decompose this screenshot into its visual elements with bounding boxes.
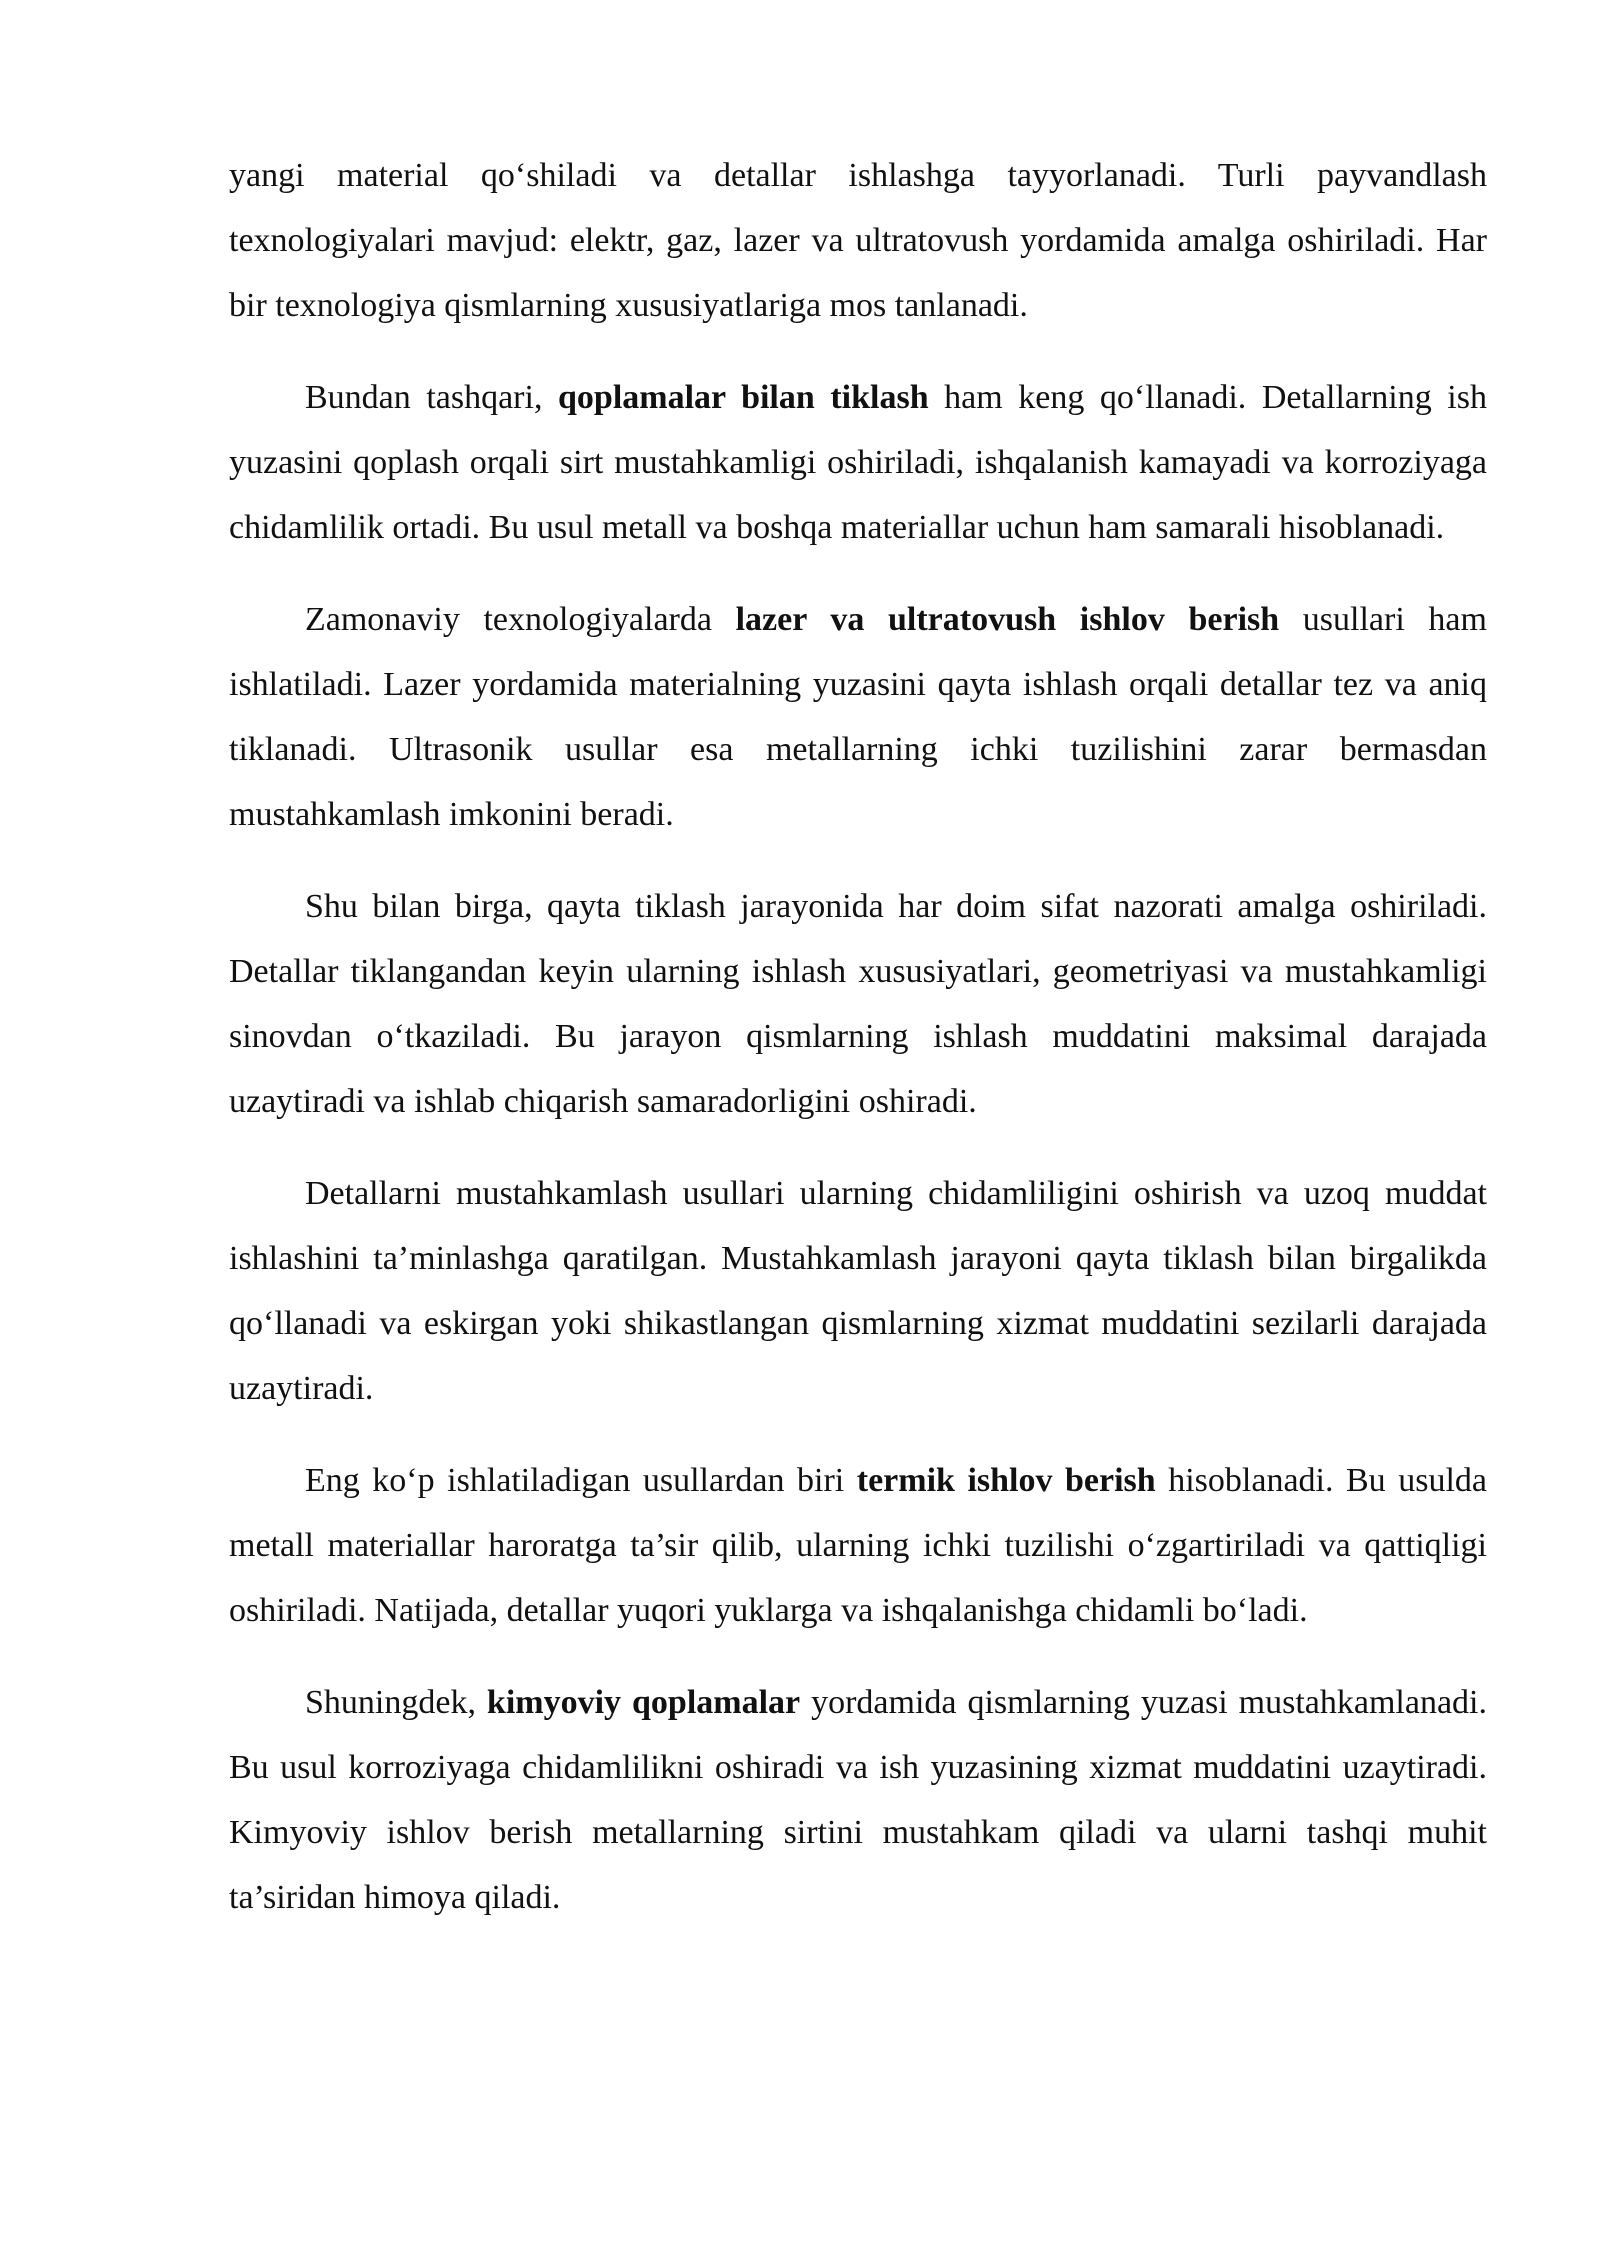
paragraph-laser-ultrasonic [229,587,1487,847]
paragraph-text: yangi material qo‘shiladi va detallar ishlashga tayyorlanadi. Turli payvandlash texnologiyalari mavjud: elektr, gaz, lazer va ultratovush yordamida amalga oshiriladi. Har bir texnologiya qismlarning xususiyatlariga mos tanlanadi. [229,157,1487,324]
paragraph-text: ham keng qo‘llanadi. Detallarning ish yuzasini qoplash orqali sirt mustahkamligi oshiriladi, ishqalanish kamayadi va korroziyaga chidamlilik ortadi. Bu usul metall va boshqa materiallar uchun ham samarali hisoblanadi. [229,379,1487,546]
paragraph-text: Eng ko‘p ishlatiladigan usullardan biri [305,1462,857,1499]
paragraph-text: Zamonaviy texnologiyalarda [305,601,736,638]
bold-term: kimyoviy qoplamalar [486,1684,801,1721]
paragraph-text: Detallarni mustahkamlash usullari ularning chidamliligini oshirish va uzoq muddat ishlashini ta’minlashga qaratilgan. Mustahkamlash jarayoni qayta tiklash bilan birgalikda qo‘llanadi va eskirgan yoki shikastlangan qismlarning xizmat muddatini sezilarli darajada uzaytiradi. [229,1175,1487,1407]
paragraph-quality-control [229,874,1487,1134]
paragraph-text: Shuningdek, [305,1684,487,1721]
paragraph-coating-restoration [229,365,1487,560]
paragraph-chemical-coatings [229,1670,1487,1930]
bold-term: lazer va ultratovush ishlov berish [735,601,1280,638]
document-page [229,143,1487,1957]
paragraph-text: usullari ham ishlatiladi. Lazer yordamida materialning yuzasini qayta ishlash orqali detallar tez va aniq tiklanadi. Ultrasonik usullar esa metallarning ichki tuzilishini zarar bermasdan mustahkamlash imkonini beradi. [229,601,1487,833]
paragraph-heat-treatment [229,1448,1487,1643]
paragraph-text: Shu bilan birga, qayta tiklash jarayonida har doim sifat nazorati amalga oshiriladi. Detallar tiklangandan keyin ularning ishlash xususiyatlari, geometriyasi va mustahkamligi sinovdan o‘tkaziladi. Bu jarayon qismlarning ishlash muddatini maksimal darajada uzaytiradi va ishlab chiqarish samaradorligini oshiradi. [229,888,1487,1120]
paragraph-text: hisoblanadi. Bu usulda metall materiallar haroratga ta’sir qilib, ularning ichki tuzilishi o‘zgartiriladi va qattiqligi oshiriladi. Natijada, detallar yuqori yuklarga va ishqalanishga chidamli bo‘ladi. [229,1462,1487,1629]
paragraph-text: yordamida qismlarning yuzasi mustahkamlanadi. Bu usul korroziyaga chidamlilikni oshiradi va ish yuzasining xizmat muddatini uzaytiradi. Kimyoviy ishlov berish metallarning sirtini mustahkam qiladi va ularni tashqi muhit ta’siridan himoya qiladi. [229,1684,1488,1916]
bold-term: termik ishlov berish [856,1462,1156,1499]
paragraph-welding-technologies [229,143,1487,338]
paragraph-strengthening-methods [229,1161,1487,1421]
bold-term: qoplamalar bilan tiklash [558,379,929,416]
paragraph-text: Bundan tashqari, [305,379,559,416]
